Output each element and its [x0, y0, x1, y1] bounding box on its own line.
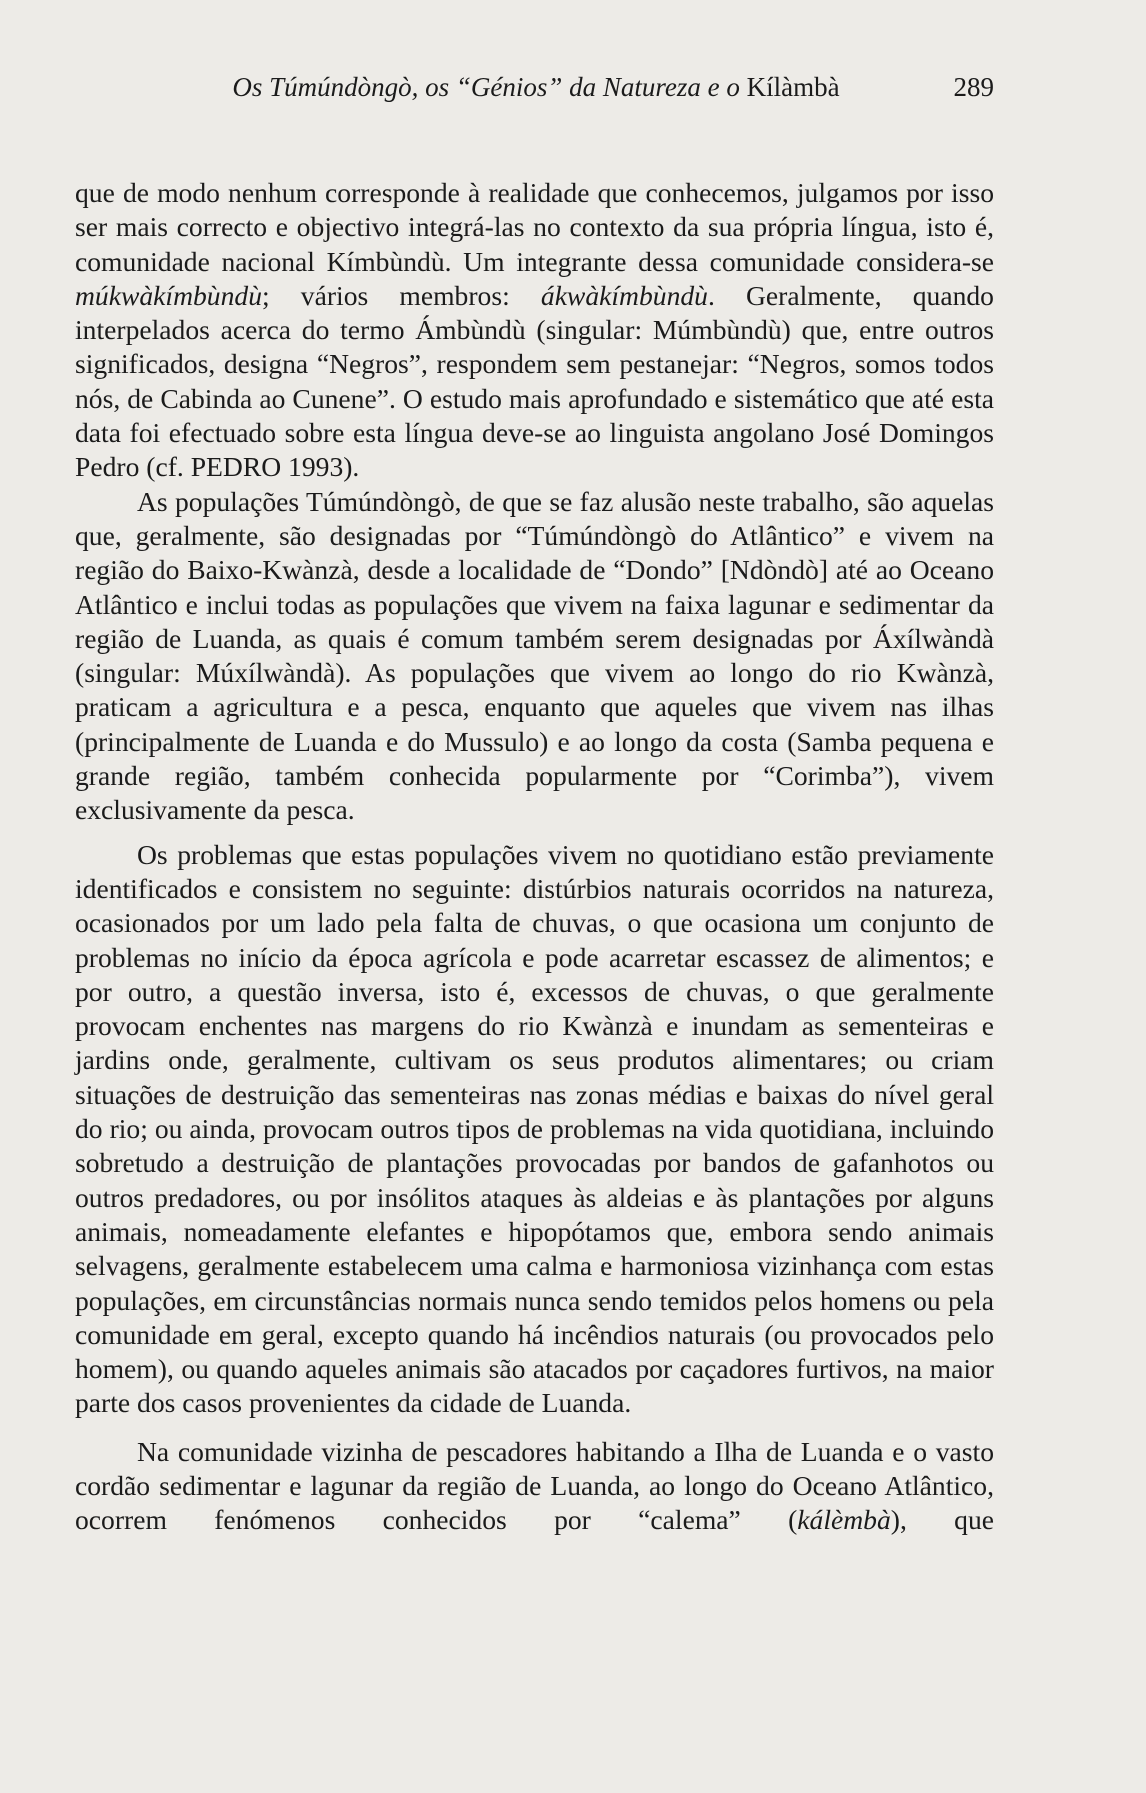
text-run: . Geralmente, quando interpelados acerca do termo Ámbùndù (singular: Múmbùndù) que, entre outros significados, designa “Negros”, respondem sem pestanejar: “Negros, somos todos nós, de Cabinda ao Cunene”. O estudo mais aprofundado e sistemático que até esta data foi efectuado sobre esta língua deve-se ao linguista angolano José Domingos Pedro (cf. PEDRO 1993).: [75, 279, 994, 483]
running-title-upright: Kílàmbà: [746, 72, 840, 102]
text-run: ; vários membros:: [262, 279, 541, 311]
italic-term: ákwàkímbùndù: [540, 279, 708, 311]
page-number: 289: [953, 72, 994, 102]
text-run: As populações Túmúndòngò, de que se faz alusão neste trabalho, são aquelas que, geralmente, são designadas por “Túmúndòngò do Atlântico” e vivem na região do Baixo-Kwànzà, desde a localidade de “Dondo” [Ndòndò] até ao Oceano Atlântico e inclui todas as populações que vivem na faixa lagunar e sedimentar da região de Luanda, as quais é comum também serem designadas por Áxílwàndà (singular: Múxílwàndà). As populações que vivem ao longo do rio Kwànzà, praticam a agricultura e a pesca, enquanto que aqueles que vivem nas ilhas (principalmente de Luanda e do Mussulo) e ao longo da costa (Samba pequena e grande região, também conhecida popularmente por “Corimba”), vivem exclusivamente da pesca.: [75, 485, 994, 826]
text-run: Na comunidade vizinha de pescadores habitando a Ilha de Luanda e o vasto cordão sedimentar e lagunar da região de Luanda, ao longo do Oceano Atlântico, ocorrem fenómenos conhecidos por “calema” (: [75, 1435, 994, 1536]
body-text: [75, 176, 994, 1538]
paragraph: [75, 1435, 994, 1538]
page-header: [78, 72, 994, 112]
paragraph: [75, 838, 994, 1421]
paragraph: [75, 176, 994, 485]
text-run: ), que: [890, 1504, 995, 1536]
running-title: [78, 72, 994, 103]
text-run: que de modo nenhum corresponde à realidade que conhecemos, julgamos por isso ser mais correcto e objectivo integrá-las no contexto da sua própria língua, isto é, comunidade nacional Kímbùndù. Um integrante dessa comunidade considera-se: [75, 177, 994, 277]
italic-term: múkwàkímbùndù: [75, 279, 262, 311]
running-title-italic: Os Túmúndòngò, os “Génios” da Natureza e o: [232, 72, 747, 102]
text-run: Os problemas que estas populações vivem no quotidiano estão previamente identificados e consistem no seguinte: distúrbios naturais ocorridos na natureza, ocasionados por um lado pela falta de chuvas, o que ocasiona um conjunto de problemas no início da época agrícola e pode acarretar escassez de alimentos; e por outro, a questão inversa, isto é, excessos de chuvas, o que geralmente provocam enchentes nas margens do rio Kwànzà e inundam as sementeiras e jardins onde, geralmente, cultivam os seus produtos alimentares; ou criam situações de destruição das sementeiras nas zonas médias e baixas do nível geral do rio; ou ainda, provocam outros tipos de problemas na vida quotidiana, incluindo sobretudo a destruição de plantações provocadas por bandos de gafanhotos ou outros predadores, ou por insólitos ataques às aldeias e às plantações por alguns animais, nomeadamente elefantes e hipopótamos que, embora sendo animais selvagens, geralmente estabelecem uma calma e harmoniosa vizinhança com estas populações, em circunstâncias normais nunca sendo temidos pelos homens ou pela comunidade em geral, excepto quando há incêndios naturais (ou provocados pelo homem), ou quando aqueles animais são atacados por caçadores furtivos, na maior parte dos casos provenientes da cidade de Luanda.: [75, 838, 994, 1419]
italic-term: kálèmbà: [797, 1504, 891, 1536]
paragraph: [75, 485, 994, 828]
